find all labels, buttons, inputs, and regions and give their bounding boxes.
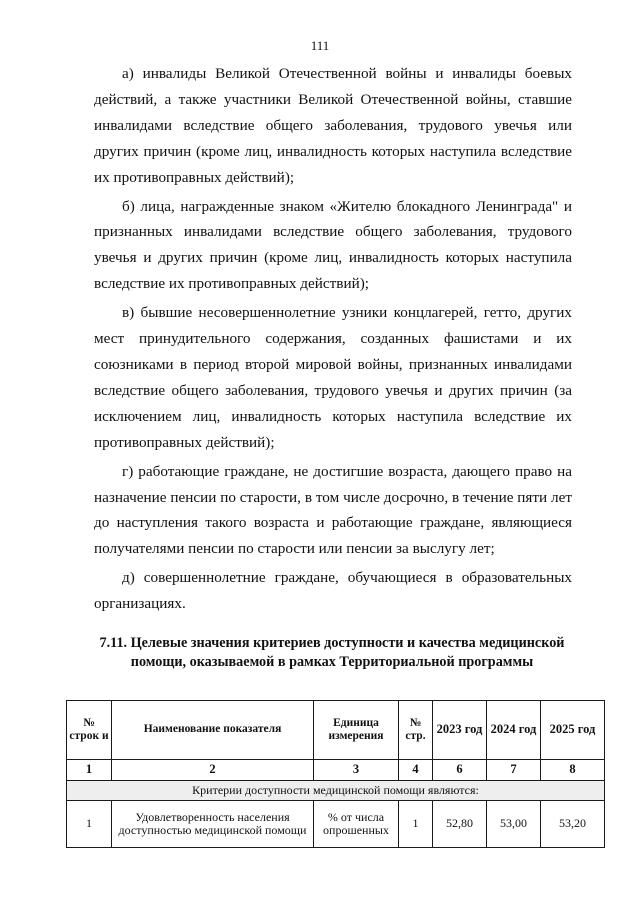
section-title: 7.11. Целевые значения критериев доступности и качества медицинской помощи, оказываемой в рамках Территориальной программы: [99, 635, 565, 670]
row-number: 1: [67, 801, 112, 848]
column-number: 4: [399, 760, 433, 781]
table-header-row: [67, 701, 605, 760]
header-row-number: № строк и: [67, 701, 112, 760]
line-number: 1: [399, 801, 433, 848]
criteria-table: [66, 700, 605, 848]
unit: % от числа опрошенных: [314, 801, 399, 848]
column-number: 2: [112, 760, 314, 781]
paragraph-c: в) бывшие несовершеннолетние узники концлагерей, гетто, других мест принудительного содержания, созданных фашистами и их союзниками в период второй мировой войны, признанных инвалидами вследствие общего заболевания, трудового увечья и других причин (за исключением лиц, инвалидность которых наступила вследствие их противоправных действий);: [94, 304, 572, 451]
value-2025: 53,20: [541, 801, 605, 848]
column-number: 7: [487, 760, 541, 781]
column-number: 6: [433, 760, 487, 781]
paragraph-b: б) лица, награжденные знаком «Жителю блокадного Ленинграда" и признанных инвалидами вследствие общего заболевания, трудового увечья и других причин (кроме лиц, инвалидность которых наступила вследствие их противоправных действий);: [94, 197, 572, 293]
page-number: 111: [310, 38, 330, 53]
paragraph-a: а) инвалиды Великой Отечественной войны и инвалиды боевых действий, а также участники Великой Отечественной войны, ставшие инвалидами вследствие общего заболевания, трудового увечья или других причин (кроме лиц, инвалидность которых наступила вследствие их противоправных действий);: [94, 65, 572, 186]
header-year-2025: 2025 год: [541, 701, 605, 760]
paragraph-e: д) совершеннолетние граждане, обучающиеся в образовательных организациях.: [94, 569, 572, 613]
group-header-row: [67, 781, 605, 801]
column-number: 8: [541, 760, 605, 781]
header-year-2023: 2023 год: [433, 701, 487, 760]
column-number: 3: [314, 760, 399, 781]
column-number-row: [67, 760, 605, 781]
header-unit: Единица измерения: [314, 701, 399, 760]
column-number: 1: [67, 760, 112, 781]
body-text: [94, 61, 572, 620]
header-year-2024: 2024 год: [487, 701, 541, 760]
group-label: Критерии доступности медицинской помощи являются:: [67, 781, 605, 801]
indicator-name: Удовлетворенность населения доступностью медицинской помощи: [112, 801, 314, 848]
header-indicator-name: Наименование показателя: [112, 701, 314, 760]
value-2023: 52,80: [433, 801, 487, 848]
paragraph-d: г) работающие граждане, не достигшие возраста, дающего право на назначение пенсии по старости, в том числе досрочно, в течение пяти лет до наступления такого возраста и работающие граждане, являющиеся получателями пенсии по старости или пенсии за выслугу лет;: [94, 462, 572, 558]
header-line-number: № стр.: [399, 701, 433, 760]
table-row: [67, 801, 605, 848]
value-2024: 53,00: [487, 801, 541, 848]
